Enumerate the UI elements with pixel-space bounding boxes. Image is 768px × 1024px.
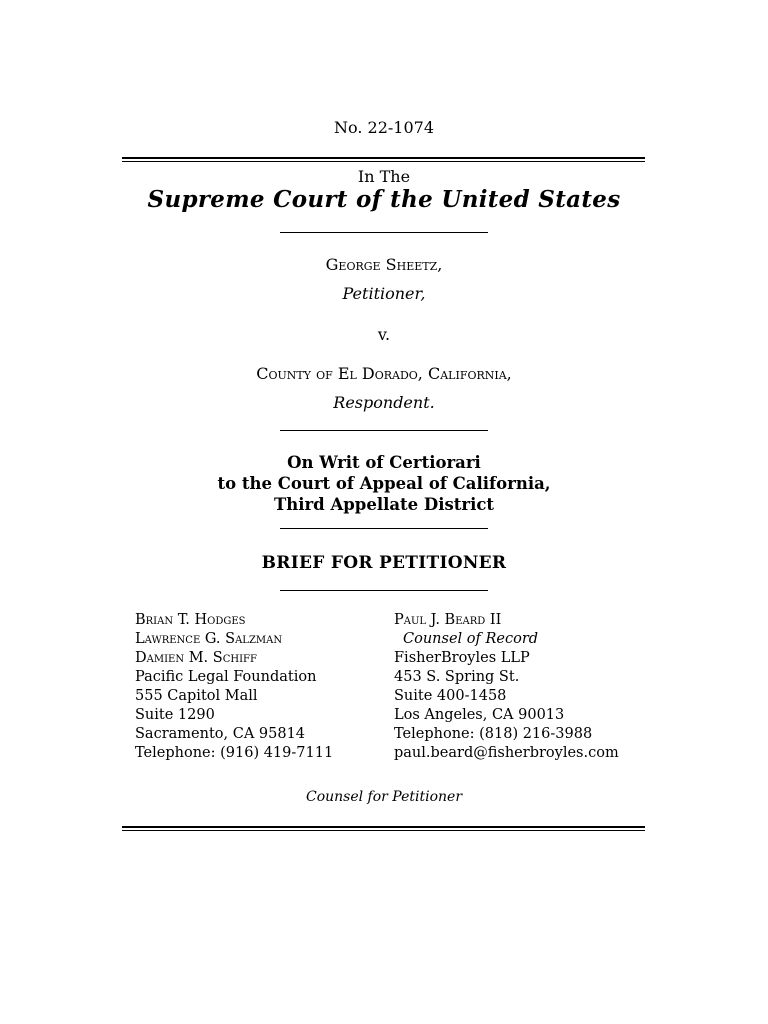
telephone: Telephone: (818) 216-3988 <box>394 726 593 742</box>
divider-rule <box>280 232 488 233</box>
petitioner-role: Petitioner, <box>342 284 426 303</box>
brief-title: BRIEF FOR PETITIONER <box>261 553 507 573</box>
court-prefix: In The <box>357 167 411 186</box>
versus: v. <box>377 325 391 344</box>
writ-line-3: Third Appellate District <box>273 495 495 514</box>
top-double-rule <box>122 157 645 162</box>
attorney-name: Brian T. Hodges <box>135 612 246 628</box>
address-line: 555 Capitol Mall <box>135 688 258 704</box>
address-line: Suite 1290 <box>135 707 215 723</box>
email: paul.beard@fisherbroyles.com <box>394 745 619 761</box>
address-line: Suite 400-1458 <box>394 688 507 704</box>
address-line: 453 S. Spring St. <box>394 669 520 685</box>
counsel-for-label: Counsel for Petitioner <box>305 789 463 805</box>
bottom-double-rule <box>122 826 645 831</box>
counsel-block-left <box>135 611 333 763</box>
attorney-name: Lawrence G. Salzman <box>135 631 283 647</box>
city-line: Sacramento, CA 95814 <box>135 726 306 742</box>
respondent-name: County of El Dorado, California, <box>256 364 512 383</box>
firm-name: FisherBroyles LLP <box>394 650 530 666</box>
city-line: Los Angeles, CA 90013 <box>394 707 565 723</box>
writ-caption <box>0 452 768 515</box>
firm-name: Pacific Legal Foundation <box>135 669 317 685</box>
court-name: Supreme Court of the United States <box>147 186 621 213</box>
divider-rule <box>280 430 488 431</box>
counsel-block-right <box>394 611 619 763</box>
writ-line-2: to the Court of Appeal of California, <box>217 474 551 493</box>
writ-line-1: On Writ of Certiorari <box>287 453 481 472</box>
petitioner-name: George Sheetz, <box>325 255 443 274</box>
telephone: Telephone: (916) 419-7111 <box>135 745 334 761</box>
attorney-name: Damien M. Schiff <box>135 650 257 666</box>
docket-number: No. 22-1074 <box>333 118 434 137</box>
divider-rule <box>280 528 488 529</box>
divider-rule <box>280 590 488 591</box>
counsel-of-record: Counsel of Record <box>403 631 539 647</box>
attorney-name: Paul J. Beard II <box>394 612 502 628</box>
respondent-role: Respondent. <box>333 393 435 412</box>
